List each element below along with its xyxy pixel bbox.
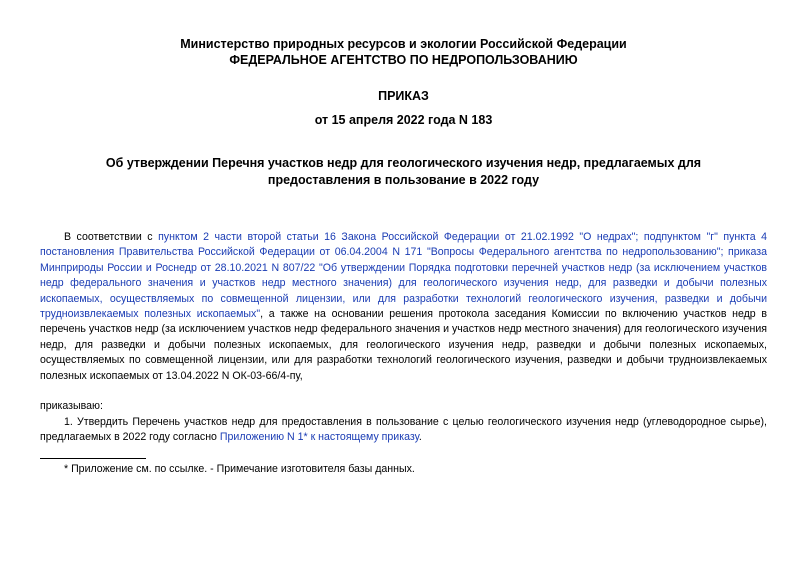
footnote-text: * Приложение см. по ссылке. - Примечание изготовителя базы данных.	[64, 463, 415, 475]
preamble-tail: , а также на основании решения протокола заседания Комиссии по включению участков недр в перечень участков недр (за исключением участков недр федерального значения и участков недр местного значения) для геологического изучения недр, для разведки и добычи полезных ископаемых, для геологического изучения недр, разведки и добычи полезных ископаемых, осуществляемых по совмещенной лицензии, или для разработки технологий геологического изучения, разведки и добычи трудноизвлекаемых полезных ископаемых от 13.04.2022 N ОК-03-66/4-пу,	[40, 308, 767, 382]
item-1-paragraph	[40, 415, 767, 446]
doc-type-heading: ПРИКАЗ	[378, 89, 429, 103]
date-number-heading: от 15 апреля 2022 года N 183	[314, 113, 493, 127]
agency-heading: ФЕДЕРАЛЬНОЕ АГЕНТСТВО ПО НЕДРОПОЛЬЗОВАНИЮ	[229, 53, 578, 67]
footnote-divider	[40, 458, 146, 459]
ministry-heading: Министерство природных ресурсов и экологии Российской Федерации	[180, 37, 627, 51]
item-1-end: .	[418, 431, 422, 444]
regulations-link[interactable]: ; подпунктом "г" пункта 4 постановления Правительства Российской Федерации от 06.04.2004 N 171 "Вопросы Федерального агентства по недропользованию"; приказа Минприроды России и Роснедр от 28.10.2021 N 807/22 "Об утверждении Порядка подготовки перечней участков недр (за исключением участков недр федерального значения и участков недр местного значения) для геологического изучения недр, для разведки и добычи полезных ископаемых, осуществляемых по совмещенной лицензии, или для разработки технологий геологического изучения, разведки и добычи трудноизвлекаемых полезных ископаемых"	[40, 231, 767, 321]
item-1-text: 1. Утвердить Перечень участков недр для предоставления в пользование с целью геологического изучения недр (углеводородное сырье), предлагаемых в 2022 году согласно	[40, 416, 767, 444]
law-link[interactable]: пунктом 2 части второй статьи 16 Закона Российской Федерации от 21.02.1992 "О недрах"	[158, 231, 636, 243]
appendix-link[interactable]: Приложению N 1* к настоящему приказу	[219, 431, 419, 444]
preamble-lead: В соответствии с	[64, 231, 159, 243]
title-line-1: Об утверждении Перечня участков недр для геологического изучения недр, предлагаемых для	[105, 156, 702, 170]
preamble-paragraph	[40, 230, 767, 384]
document-title	[60, 155, 747, 189]
title-line-2: предоставления в пользование в 2022 году	[267, 173, 540, 187]
order-word: приказываю:	[40, 400, 103, 412]
